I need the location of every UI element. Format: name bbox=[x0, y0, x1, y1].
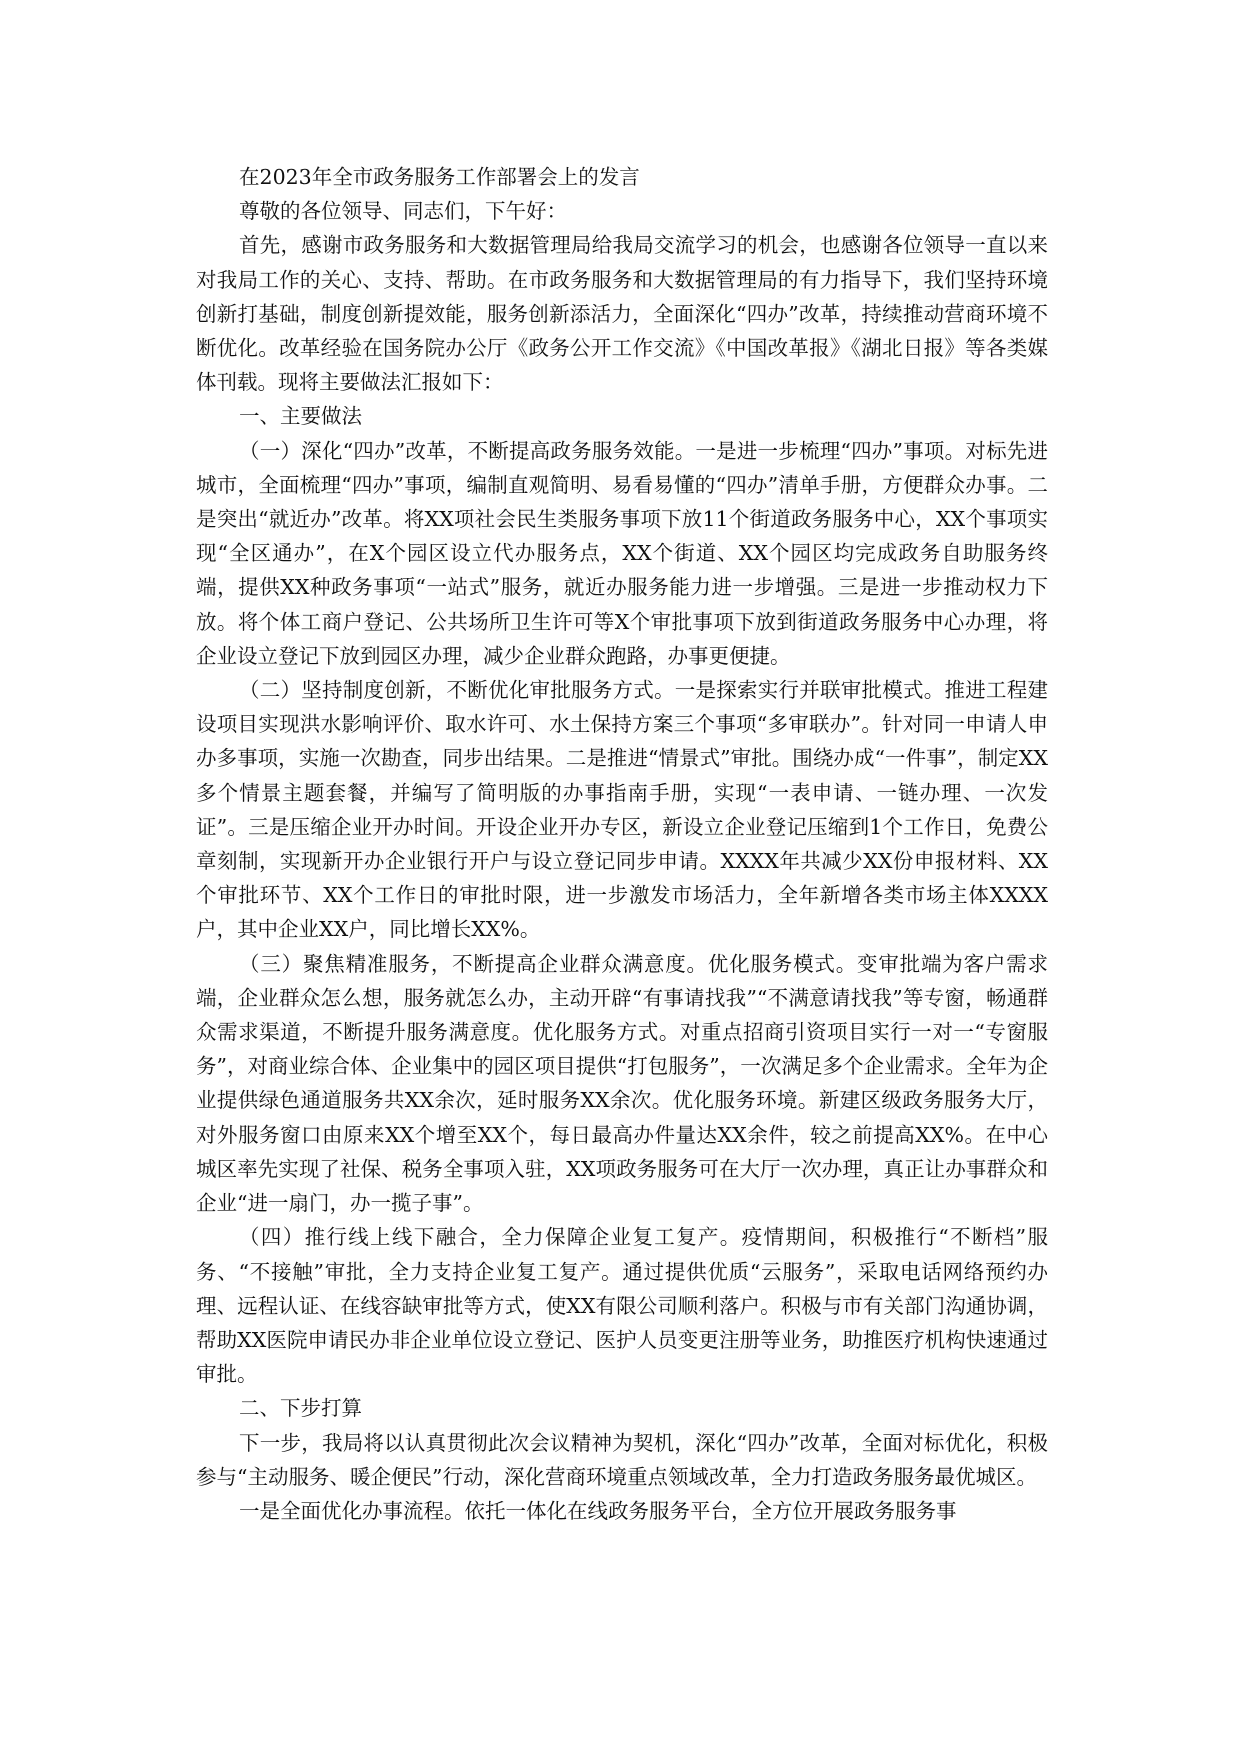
paragraph-optimize-process: 一是全面优化办事流程。依托一体化在线政务服务平台，全方位开展政务服务事 bbox=[239, 1498, 957, 1523]
section-heading-next-steps: 二、下步打算 bbox=[239, 1396, 363, 1421]
paragraph-online-offline: （四）推行线上线下融合，全力保障企业复工复产。疫情期间，积极推行“不断档”服务、“不接触”审批，全力支持企业复工复产。通过提供优质“云服务”，采取电话网络预约办理、远程认证、在线容缺审批等方式，使XX有限公司顺利落户。积极与市有关部门沟通协调，帮助XX医院申请民办非企业单位设立登记、医护人员变更注册等业务，助推医疗机构快速通过审批。 bbox=[196, 1225, 1048, 1387]
intro-paragraph: 首先，感谢市政务服务和大数据管理局给我局交流学习的机会，也感谢各位领导一直以来对我局工作的关心、支持、帮助。在市政务服务和大数据管理局的有力指导下，我们坚持环境创新打基础，制度创新提效能，服务创新添活力，全面深化“四办”改革，持续推动营商环境不断优化。改革经验在国务院办公厅《政务公开工作交流》《中国改革报》《湖北日报》等各类媒体刊载。现将主要做法汇报如下： bbox=[196, 233, 1048, 395]
paragraph-next-steps-intro: 下一步，我局将以认真贯彻此次会议精神为契机，深化“四办”改革，全面对标优化，积极参与“主动服务、暖企便民”行动，深化营商环境重点领域改革，全力打造政务服务最优城区。 bbox=[196, 1430, 1048, 1489]
greeting: 尊敬的各位领导、同志们，下午好： bbox=[239, 199, 568, 224]
paragraph-system-innovation: （二）坚持制度创新，不断优化审批服务方式。一是探索实行并联审批模式。推进工程建设项目实现洪水影响评价、取水许可、水土保持方案三个事项“多审联办”。针对同一申请人申办多事项，实施一次勘查，同步出结果。二是推进“情景式”审批。围绕办成“一件事”，制定XX多个情景主题套餐，并编写了简明版的办事指南手册，实现“一表申请、一链办理、一次发证”。三是压缩企业开办时间。开设企业开办专区，新设立企业登记压缩到1个工作日，免费公章刻制，实现新开办企业银行开户与设立登记同步申请。XXXX年共减少XX份申报材料、XX个审批环节、XX个工作日的审批时限，进一步激发市场活力，全年新增各类市场主体XXXX户，其中企业XX户，同比增长XX%。 bbox=[196, 678, 1048, 942]
paragraph-four-reforms: （一）深化“四办”改革，不断提高政务服务效能。一是进一步梳理“四办”事项。对标先进城市，全面梳理“四办”事项，编制直观简明、易看易懂的“四办”清单手册，方便群众办事。二是突出“就近办”改革。将XX项社会民生类服务事项下放11个街道政务服务中心，XX个事项实现“全区通办”，在X个园区设立代办服务点，XX个街道、XX个园区均完成政务自助服务终端，提供XX种政务事项“一站式”服务，就近办服务能力进一步增强。三是进一步推动权力下放。将个体工商户登记、公共场所卫生许可等X个审批事项下放到街道政务服务中心办理，将企业设立登记下放到园区办理，减少企业群众跑路，办事更便捷。 bbox=[196, 438, 1048, 668]
paragraph-precise-service: （三）聚焦精准服务，不断提高企业群众满意度。优化服务模式。变审批端为客户需求端，企业群众怎么想，服务就怎么办，主动开辟“有事请找我”“不满意请找我”等专窗，畅通群众需求渠道，不断提升服务满意度。优化服务方式。对重点招商引资项目实行一对一“专窗服务”，对商业综合体、企业集中的园区项目提供“打包服务”，一次满足多个企业需求。全年为企业提供绿色通道服务共XX余次，延时服务XX余次。优化服务环境。新建区级政务服务大厅，对外服务窗口由原来XX个增至XX个，每日最高办件量达XX余件，较之前提高XX%。在中心城区率先实现了社保、税务全事项入驻，XX项政务服务可在大厅一次办理，真正让办事群众和企业“进一扇门，办一揽子事”。 bbox=[196, 951, 1048, 1216]
document-body bbox=[196, 160, 1048, 1528]
speech-title: 在2023年全市政务服务工作部署会上的发言 bbox=[239, 165, 640, 189]
section-heading-main-practices: 一、主要做法 bbox=[239, 404, 363, 429]
